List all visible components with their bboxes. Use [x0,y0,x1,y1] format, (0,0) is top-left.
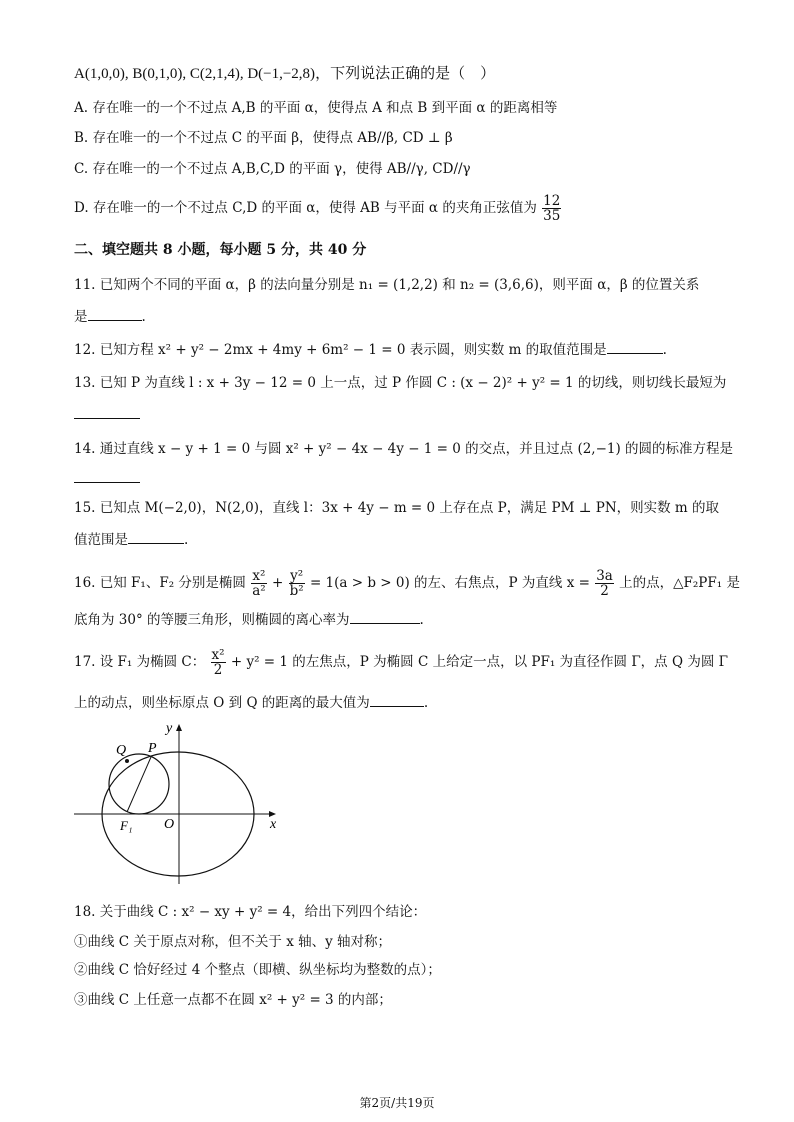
q16-text-3: 上的点，△F₂PF₁ 是 [619,575,740,591]
q15-text: 值范围是 [74,532,128,548]
fraction-denominator: b² [289,583,304,599]
label-o: O [164,817,175,832]
q10-option-b: B. 存在唯一的一个不过点 C 的平面 β，使得点 AB//β, CD ⊥ β [74,130,453,146]
section-heading: 二、填空题共 8 小题，每小题 5 分，共 40 分 [74,242,367,258]
label-y: y [166,721,173,736]
answer-blank [350,609,420,624]
fraction-denominator: 2 [213,662,223,678]
q13-line1: 13. 已知 P 为直线 l : x + 3y − 12 = 0 上一点，过 P 作圆 C : (x − 2)² + y² = 1 的切线，则切线长最短为 [74,375,727,391]
q17-fraction [211,648,226,677]
q16-line2 [74,609,424,630]
answer-blank [88,306,142,321]
q13-line2 [74,404,140,425]
q18-conclusion-1: ①曲线 C 关于原点对称，但不关于 x 轴、y 轴对称； [74,934,392,950]
q17-line2 [74,692,428,713]
q17-text: 上的动点，则坐标原点 O 到 Q 的距离的最大值为 [74,695,370,711]
q10-option-a: A. 存在唯一的一个不过点 A,B 的平面 α，使得点 A 和点 B 到平面 α 的距离相等 [74,100,558,116]
ellipse-figure [70,716,290,886]
answer-blank [607,339,663,354]
period: . [419,612,424,628]
q10-points: A(1,0,0), B(0,1,0), C(2,1,4), D(−1,−2,8) [74,66,316,82]
q10-stem-text: ，下列说法正确的是（ ） [315,66,496,82]
q16-fraction-x [251,569,266,598]
fraction-denominator: 2 [600,583,609,599]
answer-blank [370,692,424,707]
q15-line1: 15. 已知点 M(−2,0)，N(2,0)，直线 l：3x + 4y − m = 0 上存在点 P，满足 PM ⊥ PN，则实数 m 的取 [74,500,720,516]
answer-blank [74,468,140,483]
q16-line1 [74,569,740,598]
q17-text-2: + y² = 1 的左焦点，P 为椭圆 C 上给定一点，以 PF₁ 为直径作圆 Γ，点 Q 为圆 Γ [230,654,728,670]
q17-text-1: 17. 设 F₁ 为椭圆 C： [74,654,206,670]
q11-line1: 11. 已知两个不同的平面 α，β 的法向量分别是 n₁ = (1,2,2) 和 n₂ = (3,6,6)，则平面 α，β 的位置关系 [74,277,700,293]
fraction-numerator: 12 [543,193,561,209]
q16-fraction-y [289,569,305,598]
q12-text: 12. 已知方程 x² + y² − 2mx + 4my + 6m² − 1 = 0 表示圆，则实数 m 的取值范围是 [74,342,607,358]
fraction-denominator: 35 [543,208,561,224]
period: . [423,695,429,711]
q17-line1 [74,648,728,677]
label-q: Q [116,743,127,758]
q14-line2 [74,468,140,489]
period: . [141,309,146,325]
q18-conclusion-3: ③曲线 C 上任意一点都不在圆 x² + y² = 3 的内部； [74,992,392,1008]
q18-conclusion-2: ②曲线 C 恰好经过 4 个整点（即横、纵坐标均为整数的点）； [74,962,441,978]
q10-option-c: C. 存在唯一的一个不过点 A,B,C,D 的平面 γ，使得 AB//γ, CD//γ [74,161,471,177]
answer-blank [74,404,140,419]
period: . [184,532,189,548]
point-q [125,759,129,763]
q16-text: 底角为 30° 的等腰三角形，则椭圆的离心率为 [74,612,350,628]
label-f1: F₁ [120,818,133,833]
q15-line2 [74,529,188,550]
plus-sign: + [271,575,284,591]
q14-line1: 14. 通过直线 x − y + 1 = 0 与圆 x² + y² − 4x − 4y − 1 = 0 的交点，并且过点 (2,−1) 的圆的标准方程是 [74,441,734,457]
fraction-numerator: x² [211,647,225,663]
fraction-denominator: a² [252,583,266,599]
q10-option-d [74,194,562,223]
page-footer: 第2页/共19页 [359,1096,435,1110]
q10-option-d-fraction [542,194,561,223]
fraction-numerator: y² [290,568,304,584]
label-p: P [148,741,157,756]
fraction-numerator: x² [252,568,266,584]
q11-text: 是 [74,309,88,325]
q16-text-1: 16. 已知 F₁、F₂ 分别是椭圆 [74,575,246,591]
label-x: x [270,817,277,832]
q11-line2 [74,306,146,327]
q16-text-2: = 1(a > b > 0) 的左、右焦点，P 为直线 x = [309,575,590,591]
y-axis-arrow [176,724,182,731]
q18-stem: 18. 关于曲线 C : x² − xy + y² = 4，给出下列四个结论： [74,904,427,920]
q12-line1 [74,339,667,360]
q10-stem [74,64,495,84]
period: . [662,342,667,358]
fraction-numerator: 3a [596,568,613,584]
answer-blank [128,529,184,544]
q10-option-d-text: D. 存在唯一的一个不过点 C,D 的平面 α，使得 AB 与平面 α 的夹角正弦值为 [74,200,537,216]
q16-fraction-3a [595,569,614,598]
